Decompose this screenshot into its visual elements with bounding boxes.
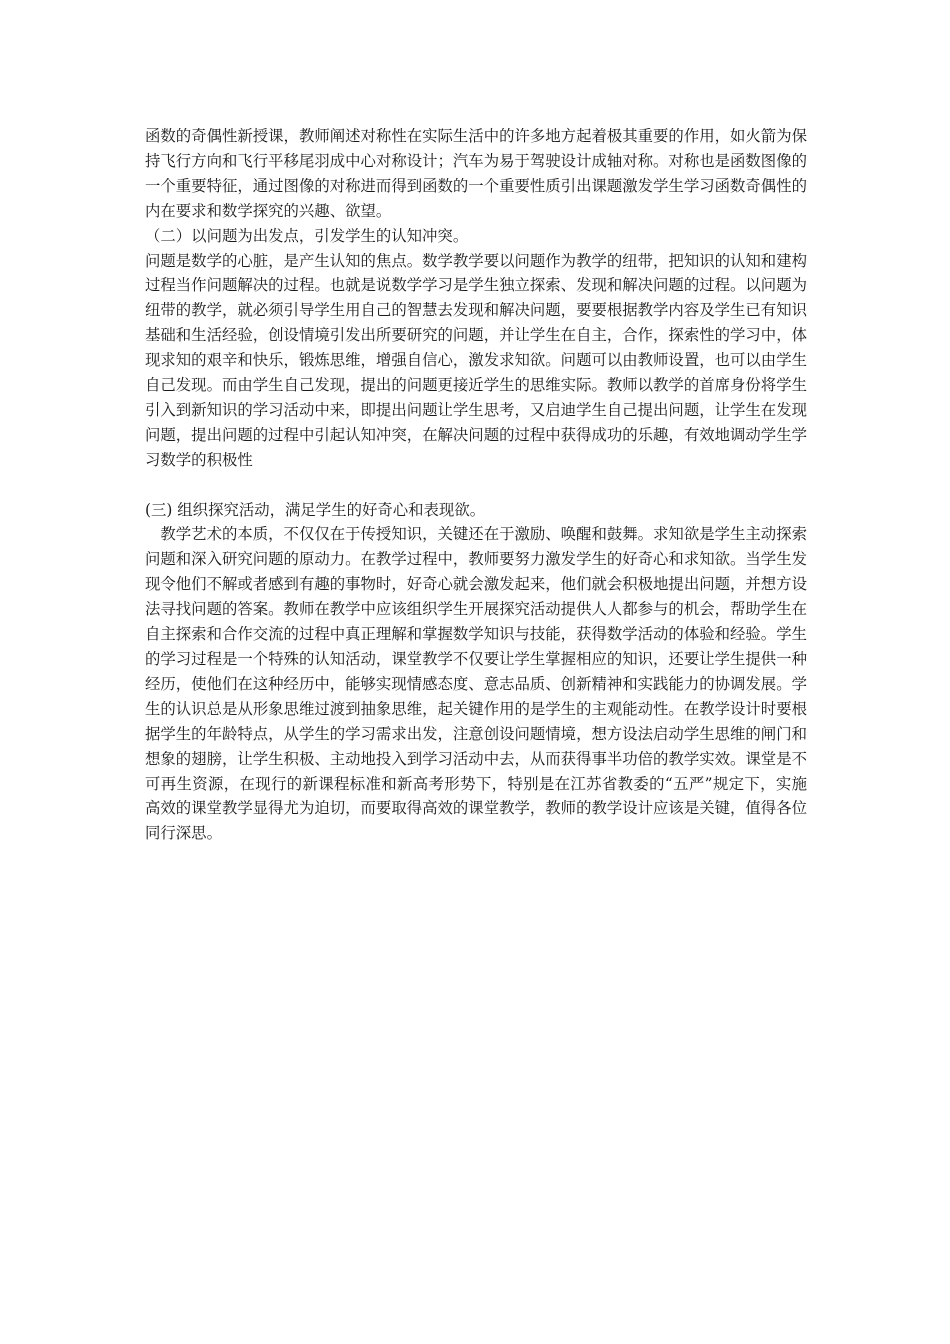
section-heading-2: （二）以问题为出发点，引发学生的认知冲突。 — [145, 226, 469, 245]
document-body — [145, 124, 807, 846]
paragraph-intro: 函数的奇偶性新授课，教师阐述对称性在实际生活中的许多地方起着极其重要的作用，如火箭为保持飞行方向和飞行平移尾羽成中心对称设计；汽车为易于驾驶设计成轴对称。对称也是函数图像的一个重要特征，通过图像的对称进而得到函数的一个重要性质引出课题激发学生学习函数奇偶性的内在要求和数学探究的兴趣、欲望。 — [145, 127, 807, 220]
paragraph-inquiry: 教学艺术的本质，不仅仅在于传授知识，关键还在于激励、唤醒和鼓舞。求知欲是学生主动探索问题和深入研究问题的原动力。在教学过程中，教师要努力激发学生的好奇心和求知欲。当学生发现令他们不解或者感到有趣的事物时，好奇心就会激发起来，他们就会积极地提出问题，并想方设法寻找问题的答案。教师在教学中应该组织学生开展探究活动提供人人都参与的机会，帮助学生在自主探索和合作交流的过程中真正理解和掌握数学知识与技能，获得数学活动的体验和经验。学生的学习过程是一个特殊的认知活动，课堂教学不仅要让学生掌握相应的知识，还要让学生提供一种经历，使他们在这种经历中，能够实现情感态度、意志品质、创新精神和实践能力的协调发展。学生的认识总是从形象思维过渡到抽象思维，起关键作用的是学生的主观能动性。在教学设计时要根据学生的年龄特点，从学生的学习需求出发，注意创设问题情境，想方设法启动学生思维的闸门和想象的翅膀，让学生积极、主动地投入到学习活动中去，从而获得事半功倍的教学实效。课堂是不可再生资源，在现行的新课程标准和新高考形势下，特别是在江苏省教委的“五严”规定下，实施高效的课堂教学显得尤为迫切，而要取得高效的课堂教学，教师的教学设计应该是关键，值得各位同行深思。 — [145, 525, 807, 843]
paragraph-gap — [145, 473, 807, 498]
section-heading-3: (三) 组织探究活动，满足学生的好奇心和表现欲。 — [145, 500, 486, 519]
paragraph-problem: 问题是数学的心脏，是产生认知的焦点。数学教学要以问题作为教学的纽带，把知识的认知和建构过程当作问题解决的过程。也就是说数学学习是学生独立探索、发现和解决问题的过程。以问题为纽带的教学，就必须引导学生用自己的智慧去发现和解决问题，要要根据教学内容及学生已有知识基础和生活经验，创设情境引发出所要研究的问题，并让学生在自主，合作，探索性的学习中，体现求知的艰辛和快乐，锻炼思维，增强自信心，激发求知欲。问题可以由教师设置，也可以由学生自己发现。而由学生自己发现，提出的问题更接近学生的思维实际。教师以教学的首席身份将学生引入到新知识的学习活动中来，即提出问题让学生思考，又启迪学生自己提出问题，让学生在发现问题，提出问题的过程中引起认知冲突，在解决问题的过程中获得成功的乐趣，有效地调动学生学习数学的积极性 — [145, 251, 807, 469]
